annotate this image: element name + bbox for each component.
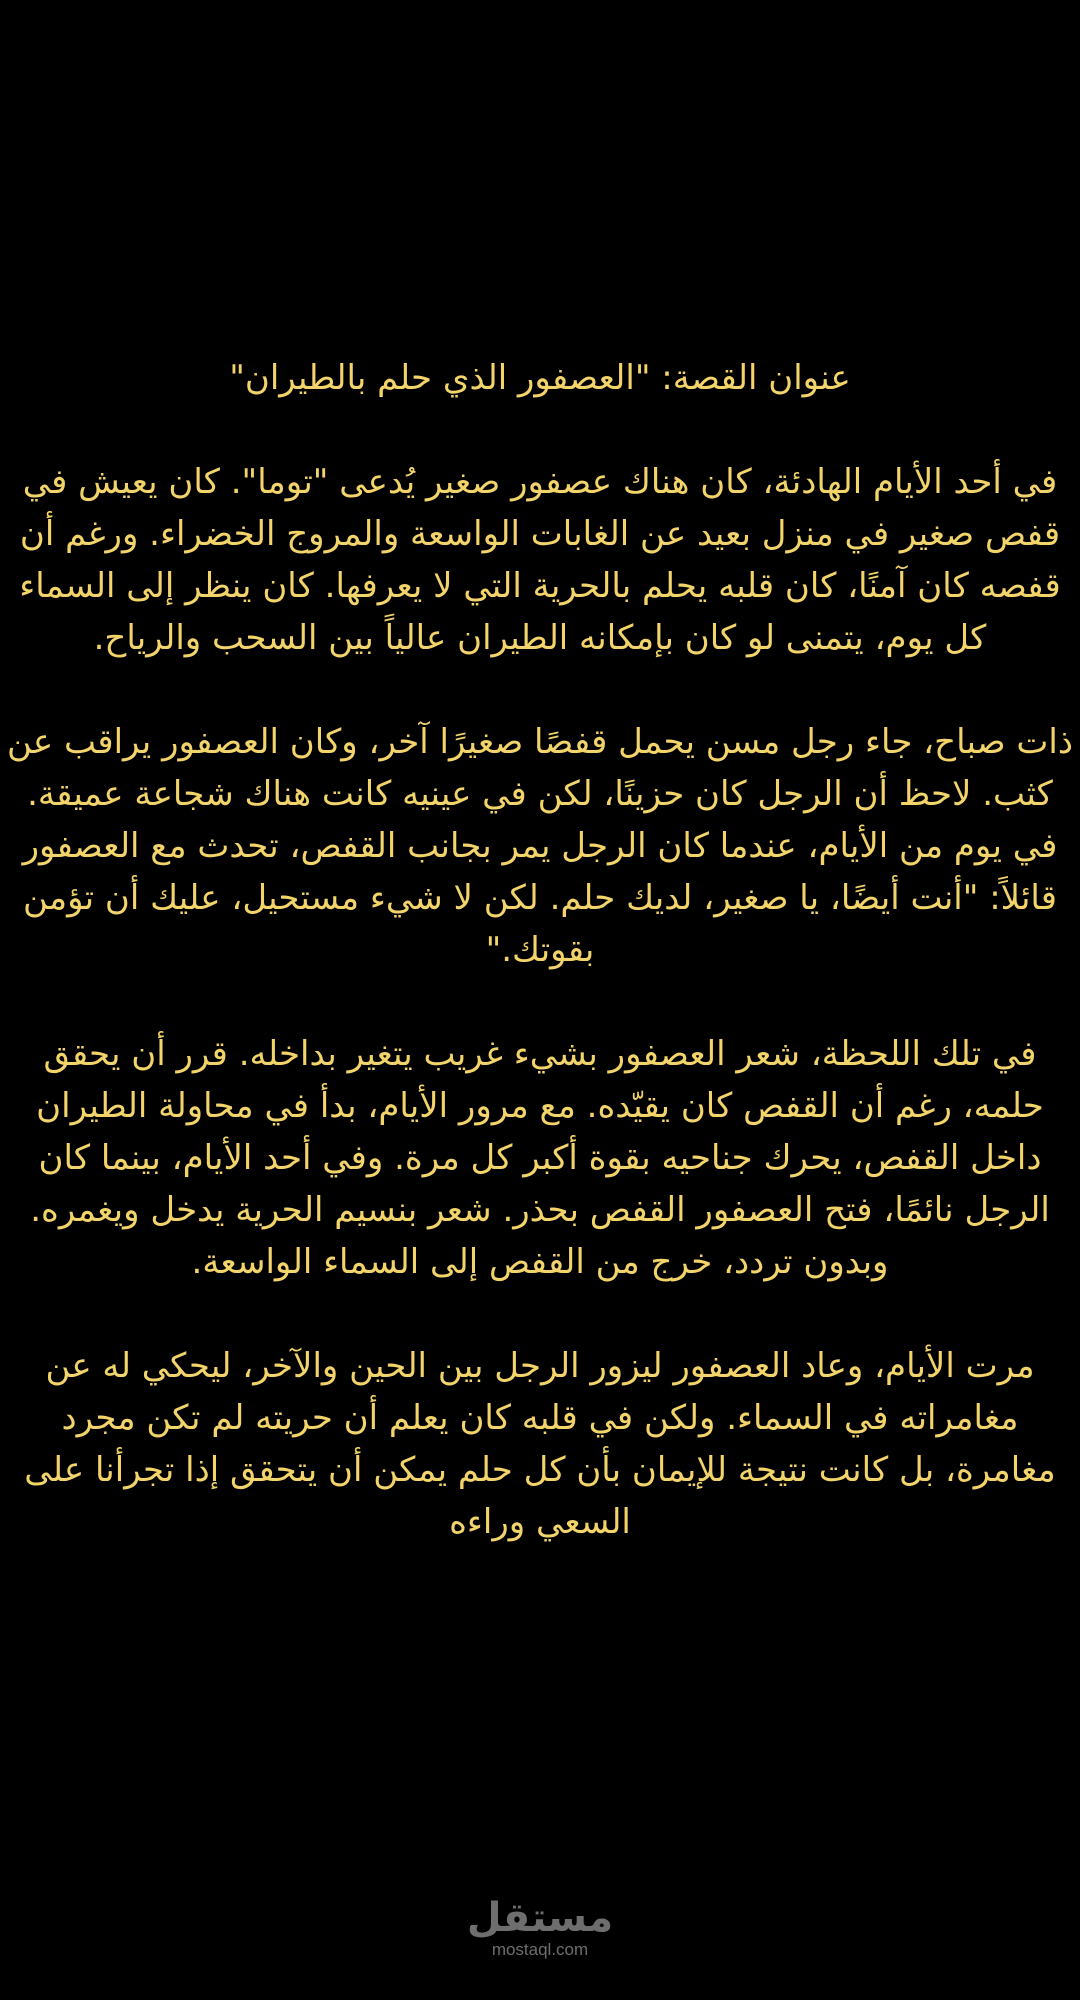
mostaql-watermark [0,1896,1080,1960]
watermark-arabic: مستقل [466,1895,614,1941]
story-paragraph-3: في تلك اللحظة، شعر العصفور بشيء غريب يتغير بداخله. قرر أن يحقق حلمه، رغم أن القفص كان يقيّده. مع مرور الأيام، بدأ في محاولة الطيران داخل القفص، يحرك جناحيه بقوة أكبر كل مرة. وفي أحد الأيام، بينما كان الرجل نائمًا، فتح العصفور القفص بحذر. شعر بنسيم الحرية يدخل ويغمره. وبدون تردد، خرج من القفص إلى السماء الواسعة. [30,1034,1050,1282]
story-text [0,352,1080,1600]
story-paragraph-1: في أحد الأيام الهادئة، كان هناك عصفور صغير يُدعى "توما". كان يعيش في قفص صغير في منزل بعيد عن الغابات الواسعة والمروج الخضراء. ورغم أن قفصه كان آمنًا، كان قلبه يحلم بالحرية التي لا يعرفها. كان ينظر إلى السماء كل يوم، يتمنى لو كان بإمكانه الطيران عالياً بين السحب والرياح. [19,462,1061,658]
story-title: عنوان القصة: "العصفور الذي حلم بالطيران" [229,358,851,398]
story-paragraph-4: مرت الأيام، وعاد العصفور ليزور الرجل بين الحين والآخر، ليحكي له عن مغامراته في السماء. ولكن في قلبه كان يعلم أن حريته لم تكن مجرد مغامرة، بل كانت نتيجة للإيمان بأن كل حلم يمكن أن يتحقق إذا تجرأنا على السعي وراءه [24,1346,1056,1542]
story-paragraph-2: ذات صباح، جاء رجل مسن يحمل قفصًا صغيرًا آخر، وكان العصفور يراقب عن كثب. لاحظ أن الرجل كان حزينًا، لكن في عينيه كانت هناك شجاعة عميقة. في يوم من الأيام، عندما كان الرجل يمر بجانب القفص، تحدث مع العصفور قائلاً: "أنت أيضًا، يا صغير، لديك حلم. لكن لا شيء مستحيل، عليك أن تؤمن بقوتك." [6,722,1073,970]
watermark-latin: mostaql.com [491,1940,589,1959]
